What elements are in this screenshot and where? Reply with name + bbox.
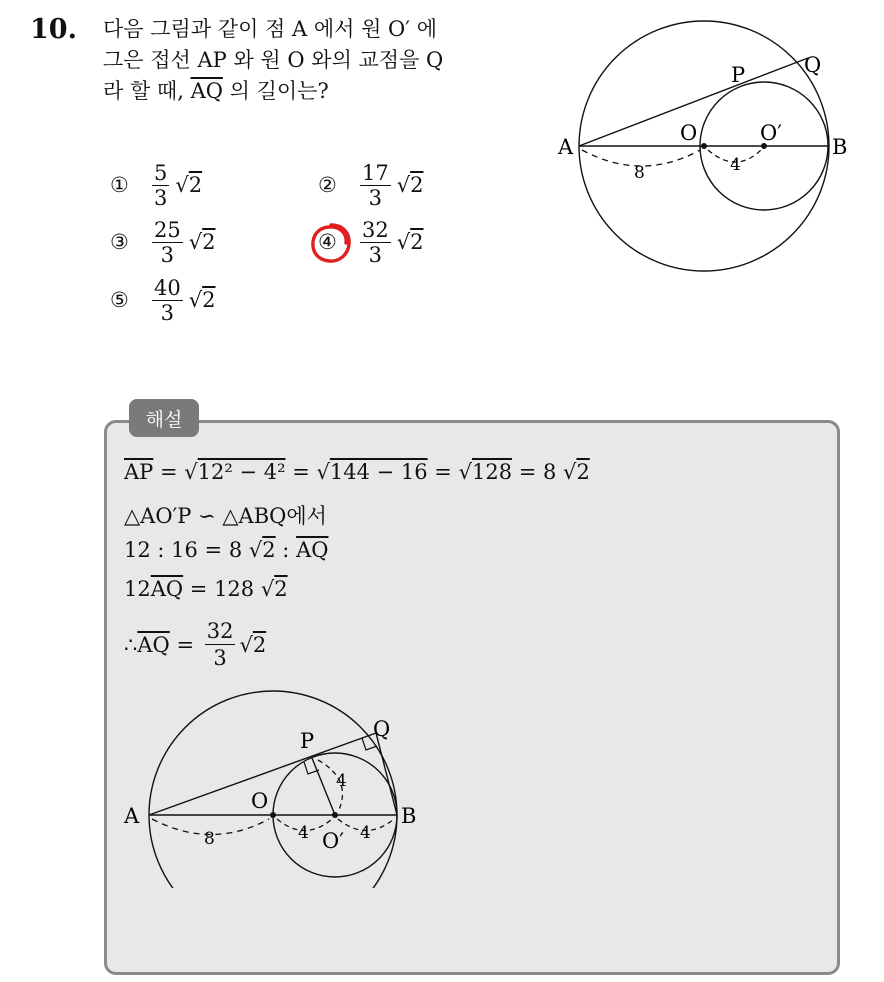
solution-line-2: △AO′P ∽ △ABQ에서 (124, 504, 327, 528)
label-dist-4-c: 4 (336, 771, 347, 791)
label-p-2: P (300, 729, 315, 753)
choice-1-root: 2 (188, 173, 203, 197)
label-dist-8: 8 (634, 163, 645, 183)
radicand-2: 144 − 16 (329, 460, 428, 484)
label-o-2: O (251, 789, 269, 813)
choice-2-fraction (360, 161, 391, 210)
radicand-3: 128 (471, 460, 513, 484)
l4-post: = 128 (183, 577, 261, 601)
l5-radicand: 2 (252, 632, 267, 657)
question-number: 10. (30, 14, 77, 45)
solution-line-3: 12 : 16 = 8 √2 : $\overline{AQ}$ (124, 538, 329, 562)
choice-4-sqrt: √2 (396, 230, 424, 254)
choice-1-sqrt: √2 (175, 173, 203, 197)
choice-3-num: 25 (154, 217, 181, 242)
choice-3-fraction (152, 218, 183, 267)
choice-3-sqrt: √2 (188, 230, 216, 254)
choice-1-mark: ① (110, 173, 129, 197)
label-dist-8-2: 8 (204, 829, 215, 849)
choice-2-sqrt: √2 (396, 173, 424, 197)
question-text (103, 14, 533, 107)
choice-4-den: 3 (368, 242, 383, 267)
segment-ap: $\overline{AP}$ (124, 460, 154, 484)
question-line-2: 그은 접선 AP 와 원 O 와의 교점을 Q (103, 48, 444, 72)
label-b-2: B (401, 804, 417, 828)
l4-pre: 12 (124, 577, 151, 601)
l5-num: 32 (206, 619, 234, 643)
l5-eq: = (169, 632, 201, 657)
choice-5-num: 40 (154, 275, 181, 300)
choice-3-mark: ③ (110, 230, 129, 254)
l3-mid: : (275, 538, 297, 562)
choice-5[interactable] (110, 270, 216, 330)
question-line-3 (103, 76, 533, 107)
l3-segment-aq: $\overline{AQ}$ (296, 538, 329, 562)
label-dist-4-a: 4 (298, 823, 309, 843)
choice-1-fraction (152, 161, 169, 210)
choice-2-num: 17 (362, 160, 389, 185)
eq-1: = (153, 460, 185, 484)
choice-1[interactable] (110, 155, 202, 215)
point-o-2 (270, 812, 276, 818)
l5-segment-aq: $\overline{AQ}$ (137, 632, 170, 657)
label-o-prime: O′ (760, 121, 782, 145)
choice-3-den: 3 (160, 242, 175, 267)
solution-line-4: $12\overline{AQ} = 128$ √2 (124, 577, 288, 601)
figure-1 (550, 10, 860, 280)
label-a-2: A (124, 804, 140, 828)
label-q: Q (804, 53, 822, 77)
choice-4-mark: ④ (318, 230, 337, 254)
choice-3-root: 2 (202, 230, 216, 254)
l4-radicand: 2 (274, 577, 288, 601)
solution-line-5 (124, 618, 266, 671)
radicand-4: 2 (576, 460, 590, 484)
label-p: P (731, 63, 746, 87)
choice-4-fraction (360, 218, 391, 267)
question-line-1: 다음 그림과 같이 점 A 에서 원 O′ 에 (103, 17, 437, 41)
label-q-2: Q (373, 717, 391, 741)
choice-5-sqrt: √2 (188, 288, 216, 312)
l4-segment-aq: $\overline{AQ}$ (150, 577, 184, 601)
l3-pre: 12 : 16 = 8 (124, 538, 249, 562)
question-line-3-pre: 라 할 때, (103, 79, 191, 103)
choice-1-den: 3 (154, 185, 168, 210)
label-dist-4-b: 4 (360, 823, 371, 843)
solution-line-1: $\overline{AP} = √12^2 - 4^2 = √144 - 16 = √128 = 8$ √2 (124, 460, 590, 484)
segment-qb (376, 733, 397, 815)
choice-5-root: 2 (202, 288, 216, 312)
eq-3: = (427, 460, 459, 484)
label-o: O (680, 121, 698, 145)
l5-den: 3 (213, 646, 227, 670)
eq-4: = 8 (512, 460, 564, 484)
label-a: A (558, 135, 574, 159)
figure-2 (118, 688, 428, 888)
choice-5-den: 3 (160, 300, 175, 325)
label-b: B (832, 135, 848, 159)
choice-5-fraction (152, 276, 183, 325)
choice-2-mark: ② (318, 173, 337, 197)
choice-2[interactable] (318, 155, 424, 215)
l5-sqrt: √2 (239, 632, 267, 657)
choice-4[interactable] (318, 212, 424, 272)
choice-2-root: 2 (410, 173, 424, 197)
choice-2-den: 3 (368, 185, 383, 210)
circle-o-2 (149, 691, 397, 888)
choice-3[interactable] (110, 212, 216, 272)
segment-aq: $\overline{AQ}$ (190, 79, 223, 103)
choice-5-mark: ⑤ (110, 288, 129, 312)
eq-2: = (285, 460, 317, 484)
point-o-prime-2 (332, 812, 338, 818)
l5-fraction (205, 618, 236, 671)
radius-o-prime-p (312, 758, 335, 815)
label-dist-4: 4 (730, 155, 741, 175)
l3-radicand: 2 (262, 538, 276, 562)
label-o-prime-2: O′ (322, 829, 344, 853)
choice-1-num: 5 (154, 160, 168, 185)
l5-pre: ∴ (124, 632, 138, 657)
solution-tag: 해설 (129, 399, 199, 437)
question-line-3-post: 의 길이는? (222, 79, 329, 103)
point-o (701, 143, 707, 149)
choice-4-root: 2 (410, 230, 424, 254)
choice-4-num: 32 (362, 217, 389, 242)
radicand-1: 12² − 4² (197, 460, 286, 484)
choice-4-mark-wrap (318, 230, 360, 254)
